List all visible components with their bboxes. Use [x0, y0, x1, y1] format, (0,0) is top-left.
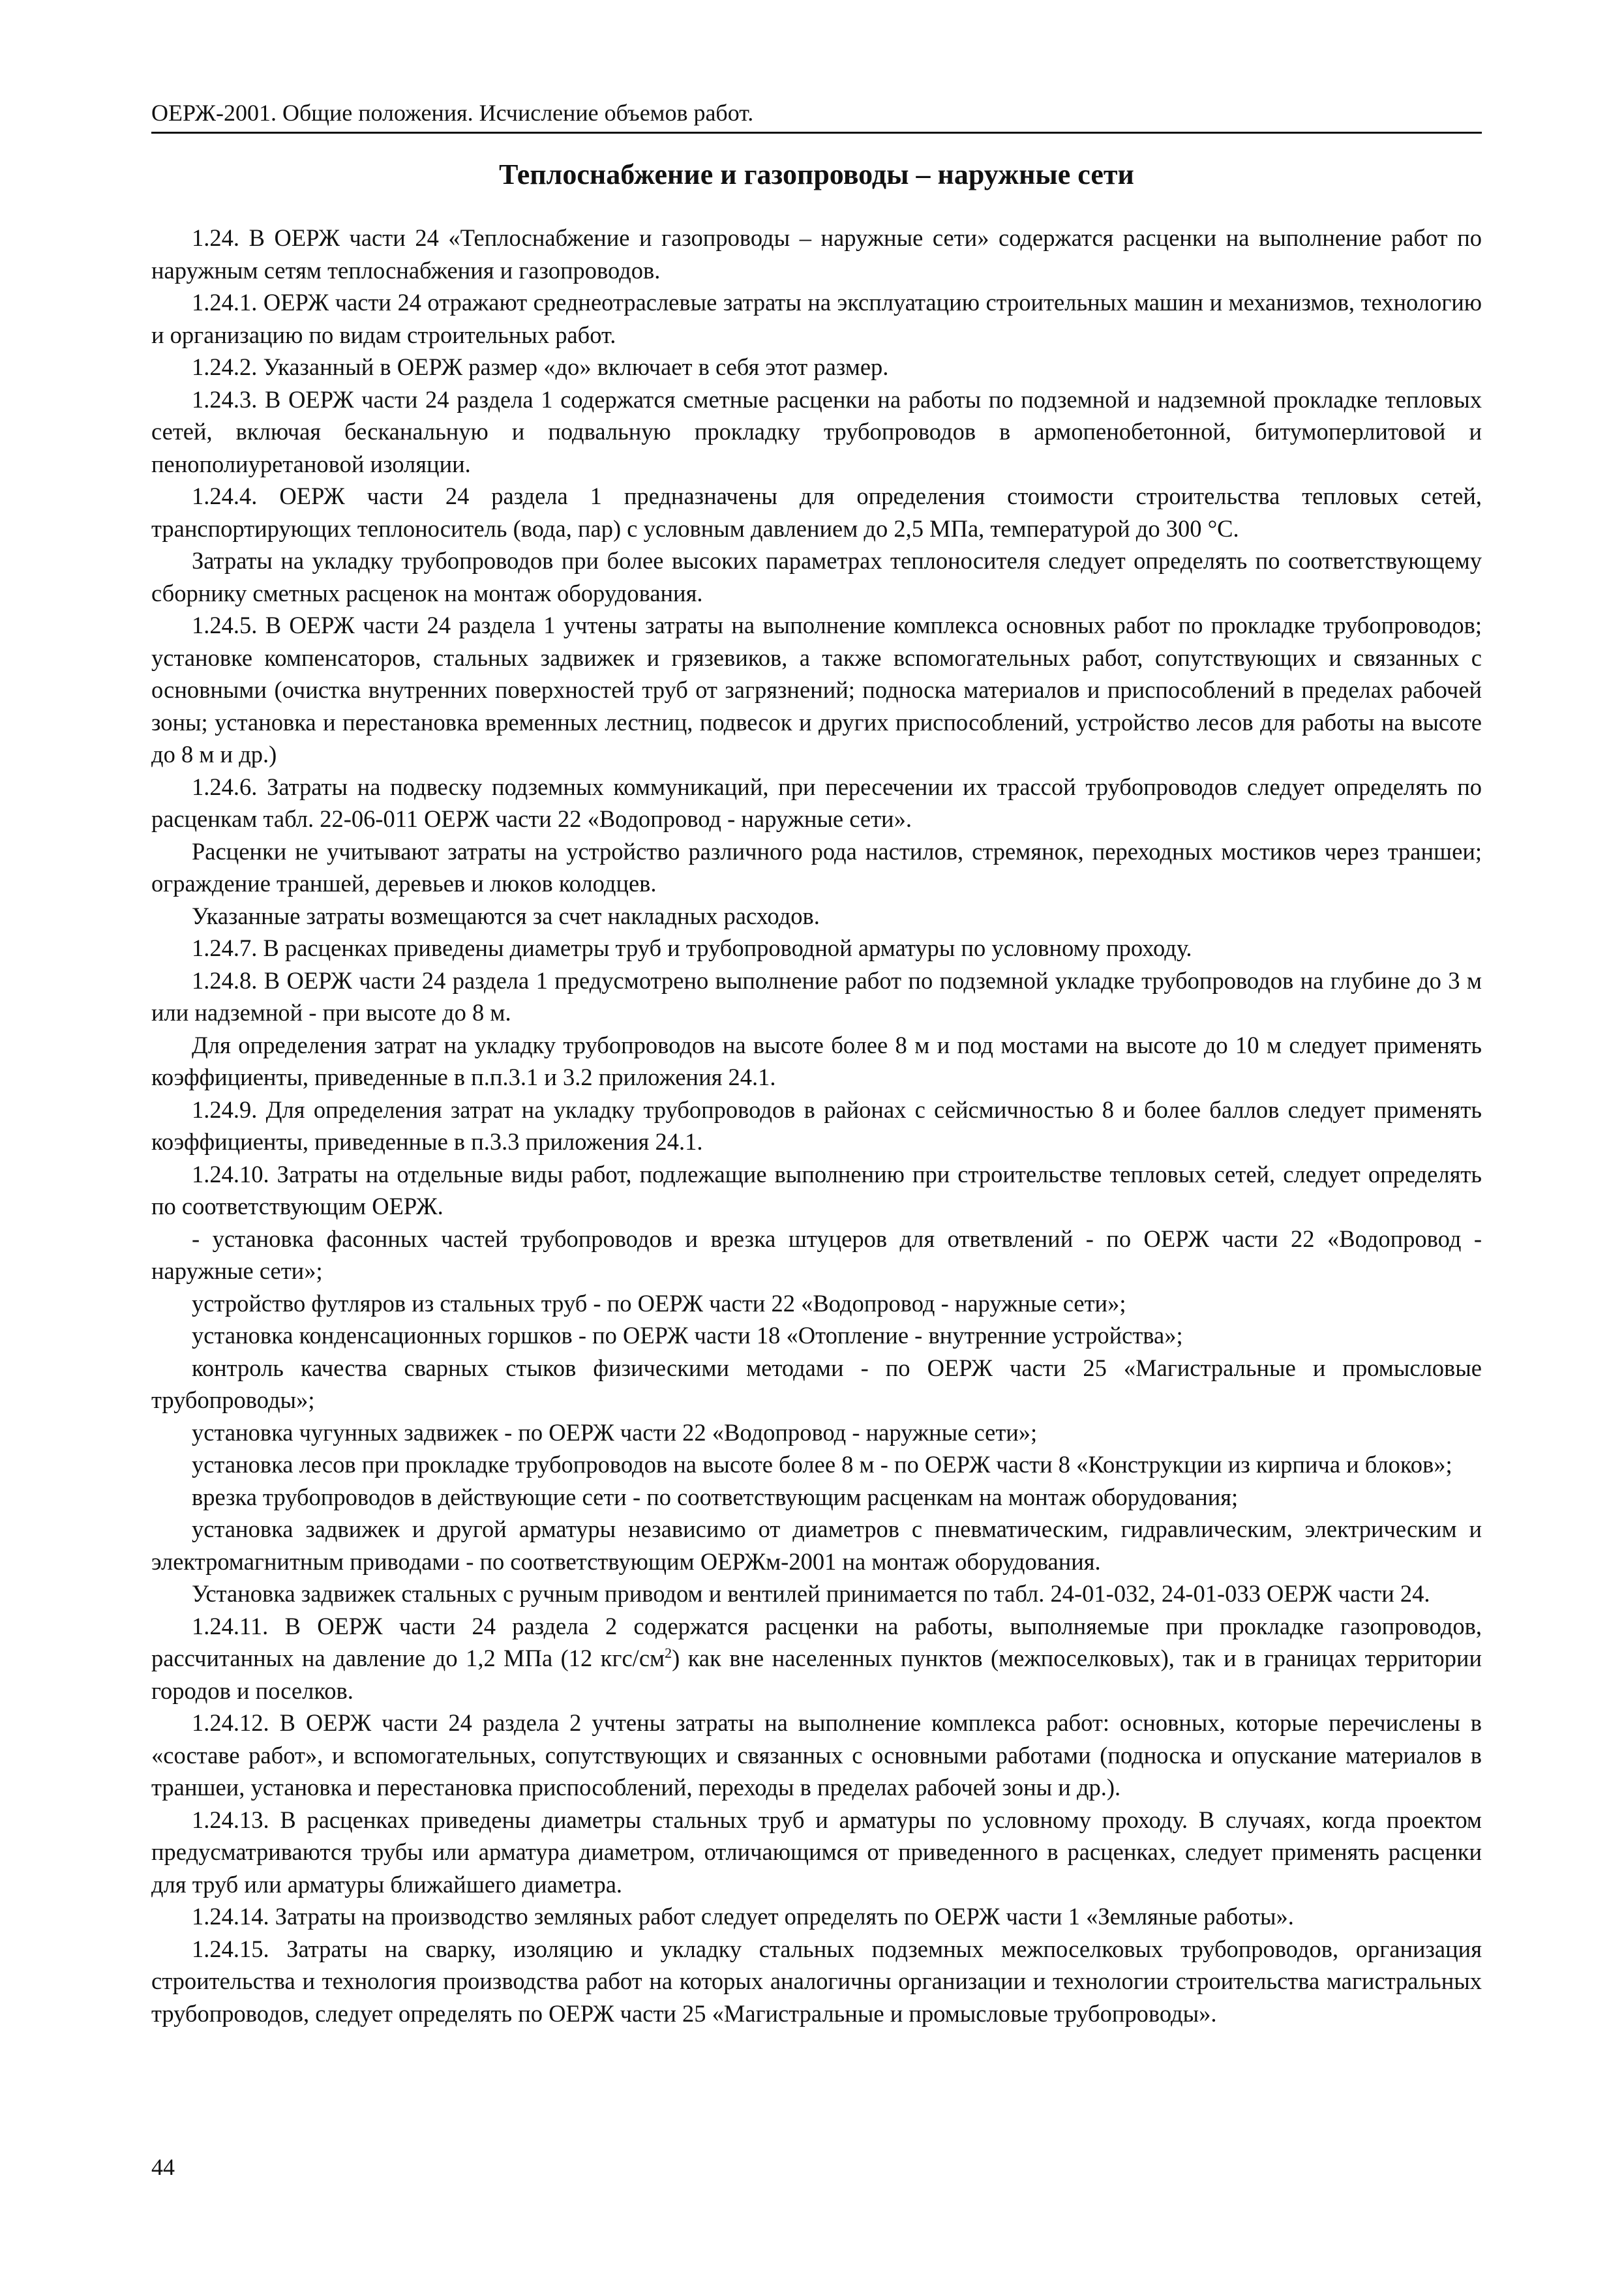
- paragraph: 1.24.15. Затраты на сварку, изоляцию и укладку стальных подземных межпоселковых трубопроводов, организация строительства и технология производства работ на которых аналогичны организации и технологии строительства магистральных трубопроводов, следует определять по ОЕРЖ части 25 «Магистральные и промысловые трубопроводы».: [151, 1935, 1482, 2027]
- paragraph: установка конденсационных горшков - по ОЕРЖ части 18 «Отопление - внутренние устройства»;: [192, 1322, 1183, 1349]
- header-rule: [151, 132, 1482, 134]
- body-text: [151, 222, 1482, 2029]
- paragraph: установка задвижек и другой арматуры независимо от диаметров с пневматическим, гидравлическим, электрическим и электромагнитным приводами - по соответствующим ОЕРЖм-2001 на монтаж оборудования.: [151, 1516, 1482, 1575]
- paragraph: 1.24.4. ОЕРЖ части 24 раздела 1 предназначены для определения стоимости строительства тепловых сетей, транспортирующих теплоноситель (вода, пар) с условным давлением до 2,5 МПа, температурой до 300 °С.: [151, 483, 1482, 542]
- paragraph-text: ) как вне населенных пунктов (межпоселковых), так и в границах территории городов и поселков.: [151, 1645, 1482, 1704]
- paragraph: устройство футляров из стальных труб - по ОЕРЖ части 22 «Водопровод - наружные сети»;: [192, 1289, 1126, 1317]
- paragraph: 1.24.13. В расценках приведены диаметры стальных труб и арматуры по условному проходу. В случаях, когда проектом предусматриваются трубы или арматура диаметром, отличающимся от приведенного в расценках, следует применять расценки для труб или арматуры ближайшего диаметра.: [151, 1806, 1482, 1898]
- paragraph-1-24-11: [151, 1610, 1482, 1707]
- paragraph: установка чугунных задвижек - по ОЕРЖ части 22 «Водопровод - наружные сети»;: [192, 1418, 1038, 1446]
- paragraph: 1.24. В ОЕРЖ части 24 «Теплоснабжение и газопроводы – наружные сети» содержатся расценки на выполнение работ по наружным сетям теплоснабжения и газопроводов.: [151, 224, 1482, 284]
- paragraph: Установка задвижек стальных с ручным приводом и вентилей принимается по табл. 24-01-032, 24-01-033 ОЕРЖ части 24.: [192, 1580, 1430, 1607]
- paragraph: Затраты на укладку трубопроводов при более высоких параметрах теплоносителя следует определять по соответствующему сборнику сметных расценок на монтаж оборудования.: [151, 547, 1482, 606]
- paragraph: 1.24.3. В ОЕРЖ части 24 раздела 1 содержатся сметные расценки на работы по подземной и надземной прокладке тепловых сетей, включая бесканальную и подвальную прокладку трубопроводов в армопенобетонной, битумоперлитовой и пенополиуретановой изоляции.: [151, 385, 1482, 477]
- section-title: Теплоснабжение и газопроводы – наружные сети: [499, 158, 1134, 190]
- paragraph: 1.24.14. Затраты на производство земляных работ следует определять по ОЕРЖ части 1 «Земляные работы».: [192, 1903, 1294, 1930]
- running-header: ОЕРЖ-2001. Общие положения. Исчисление объемов работ.: [151, 100, 754, 126]
- paragraph: Указанные затраты возмещаются за счет накладных расходов.: [192, 902, 820, 929]
- superscript: 2: [665, 1644, 672, 1661]
- paragraph-text: 1.24.11. В ОЕРЖ части 24 раздела 2 содержатся расценки на работы, выполняемые при прокладке газопроводов, рассчитанных на давление до 1,2 МПа (12 кгс/см: [151, 1612, 1482, 1671]
- paragraph: Для определения затрат на укладку трубопроводов на высоте более 8 м и под мостами на высоте до 10 м следует применять коэффициенты, приведенные в п.п.3.1 и 3.2 приложения 24.1.: [151, 1031, 1482, 1090]
- paragraph: 1.24.10. Затраты на отдельные виды работ, подлежащие выполнению при строительстве тепловых сетей, следует определять по соответствующим ОЕРЖ.: [151, 1160, 1482, 1219]
- paragraph: 1.24.5. В ОЕРЖ части 24 раздела 1 учтены затраты на выполнение комплекса основных работ по прокладке трубопроводов; установке компенсаторов, стальных задвижек и грязевиков, а также вспомогательных работ, сопутствующих и связанных с основными (очистка внутренних поверхностей труб от загрязнений; подноска материалов и приспособлений в пределах рабочей зоны; установка и перестановка временных лестниц, подвесок и других приспособлений, устройство лесов для работы на высоте до 8 м и др.): [151, 612, 1482, 768]
- paragraph: Расценки не учитывают затраты на устройство различного рода настилов, стремянок, переходных мостиков через траншеи; ограждение траншей, деревьев и люков колодцев.: [151, 837, 1482, 897]
- paragraph: 1.24.8. В ОЕРЖ части 24 раздела 1 предусмотрено выполнение работ по подземной укладке трубопроводов на глубине до 3 м или надземной - при высоте до 8 м.: [151, 966, 1482, 1026]
- paragraph: - установка фасонных частей трубопроводов и врезка штуцеров для ответвлений - по ОЕРЖ части 22 «Водопровод - наружные сети»;: [151, 1225, 1482, 1284]
- paragraph: установка лесов при прокладке трубопроводов на высоте более 8 м - по ОЕРЖ части 8 «Конструкции из кирпича и блоков»;: [192, 1451, 1452, 1478]
- paragraph: 1.24.2. Указанный в ОЕРЖ размер «до» включает в себя этот размер.: [192, 353, 889, 380]
- paragraph: контроль качества сварных стыков физическими методами - по ОЕРЖ части 25 «Магистральные и промысловые трубопроводы»;: [151, 1354, 1482, 1413]
- page-number: 44: [151, 2154, 175, 2180]
- paragraph: 1.24.12. В ОЕРЖ части 24 раздела 2 учтены затраты на выполнение комплекса работ: основных, которые перечислены в «составе работ», и вспомогательных, сопутствующих и связанных с основными работами (подноска и опускание материалов в траншеи, установка и перестановка приспособлений, переходы в пределах рабочей зоны и др.).: [151, 1709, 1482, 1801]
- paragraph: 1.24.9. Для определения затрат на укладку трубопроводов в районах с сейсмичностью 8 и более баллов следует применять коэффициенты, приведенные в п.3.3 приложения 24.1.: [151, 1096, 1482, 1155]
- paragraph: врезка трубопроводов в действующие сети - по соответствующим расценкам на монтаж оборудования;: [192, 1483, 1239, 1510]
- paragraph: 1.24.1. ОЕРЖ части 24 отражают среднеотраслевые затраты на эксплуатацию строительных машин и механизмов, технологию и организацию по видам строительных работ.: [151, 289, 1482, 348]
- paragraph: 1.24.7. В расценках приведены диаметры труб и трубопроводной арматуры по условному проходу.: [192, 935, 1192, 961]
- paragraph: 1.24.6. Затраты на подвеску подземных коммуникаций, при пересечении их трассой трубопроводов следует определять по расценкам табл. 22-06-011 ОЕРЖ части 22 «Водопровод - наружные сети».: [151, 773, 1482, 832]
